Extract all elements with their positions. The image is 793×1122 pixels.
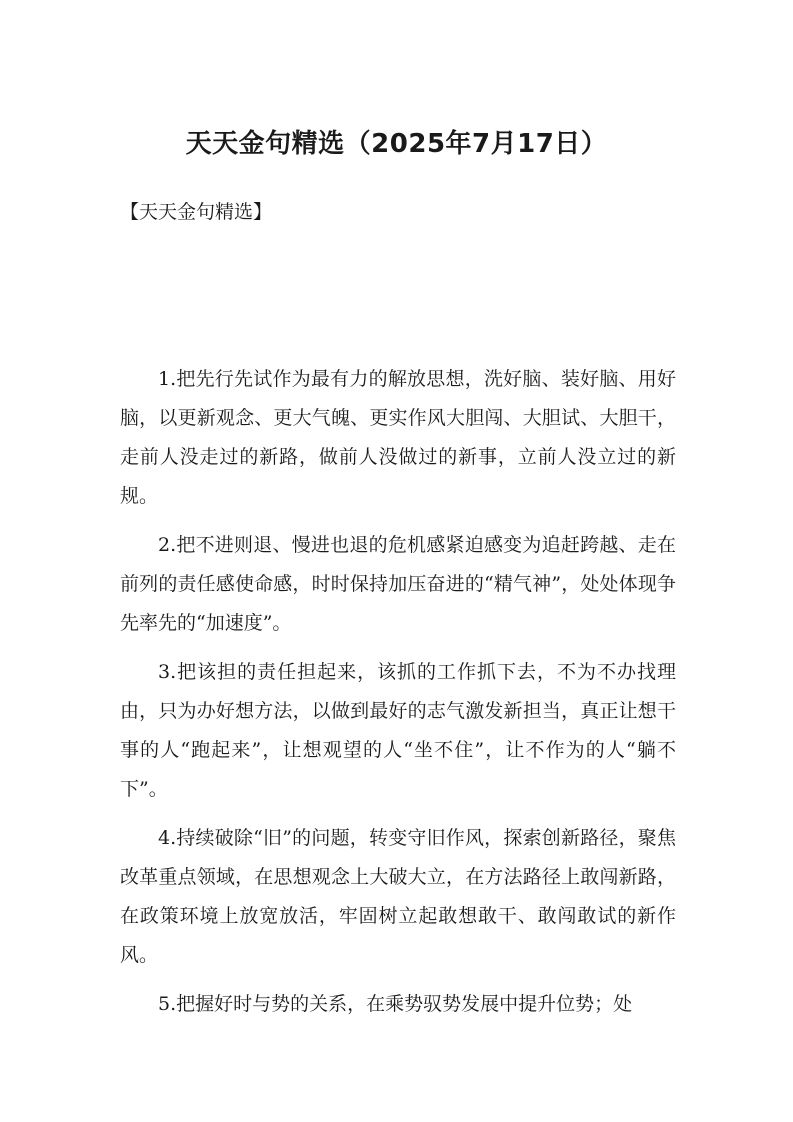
paragraph-3: 3.把该担的责任担起来，该抓的工作抓下去，不为不办找理由，只为办好想方法，以做到最好的志气激发新担当，真正让想干事的人“跑起来”，让想观望的人“坐不住”，让不作为的人“躺不下”。	[120, 661, 676, 800]
paragraph-5: 5.把握好时与势的关系，在乘势驭势发展中提升位势；处	[158, 993, 633, 1015]
paragraph-2: 2.把不进则退、慢进也退的危机感紧迫感变为追赶跨越、走在前列的责任感使命感，时时保持加压奋进的“精气神”，处处体现争先率先的“加速度”。	[120, 534, 676, 634]
page-title: 天天金句精选（2025年7月17日）	[185, 129, 608, 159]
section-label: 【天天金句精选】	[120, 201, 273, 223]
paragraph-4: 4.持续破除“旧”的问题，转变守旧作风，探索创新路径，聚焦改革重点领域，在思想观念上大破大立，在方法路径上敢闯新路，在政策环境上放宽放活，牢固树立起敢想敢干、敢闯敢试的新作风。	[120, 827, 676, 966]
paragraph-1: 1.把先行先试作为最有力的解放思想，洗好脑、装好脑、用好脑，以更新观念、更大气魄、更实作风大胆闯、大胆试、大胆干，走前人没走过的新路，做前人没做过的新事，立前人没立过的新规。	[120, 368, 676, 507]
document-body	[120, 360, 676, 1034]
